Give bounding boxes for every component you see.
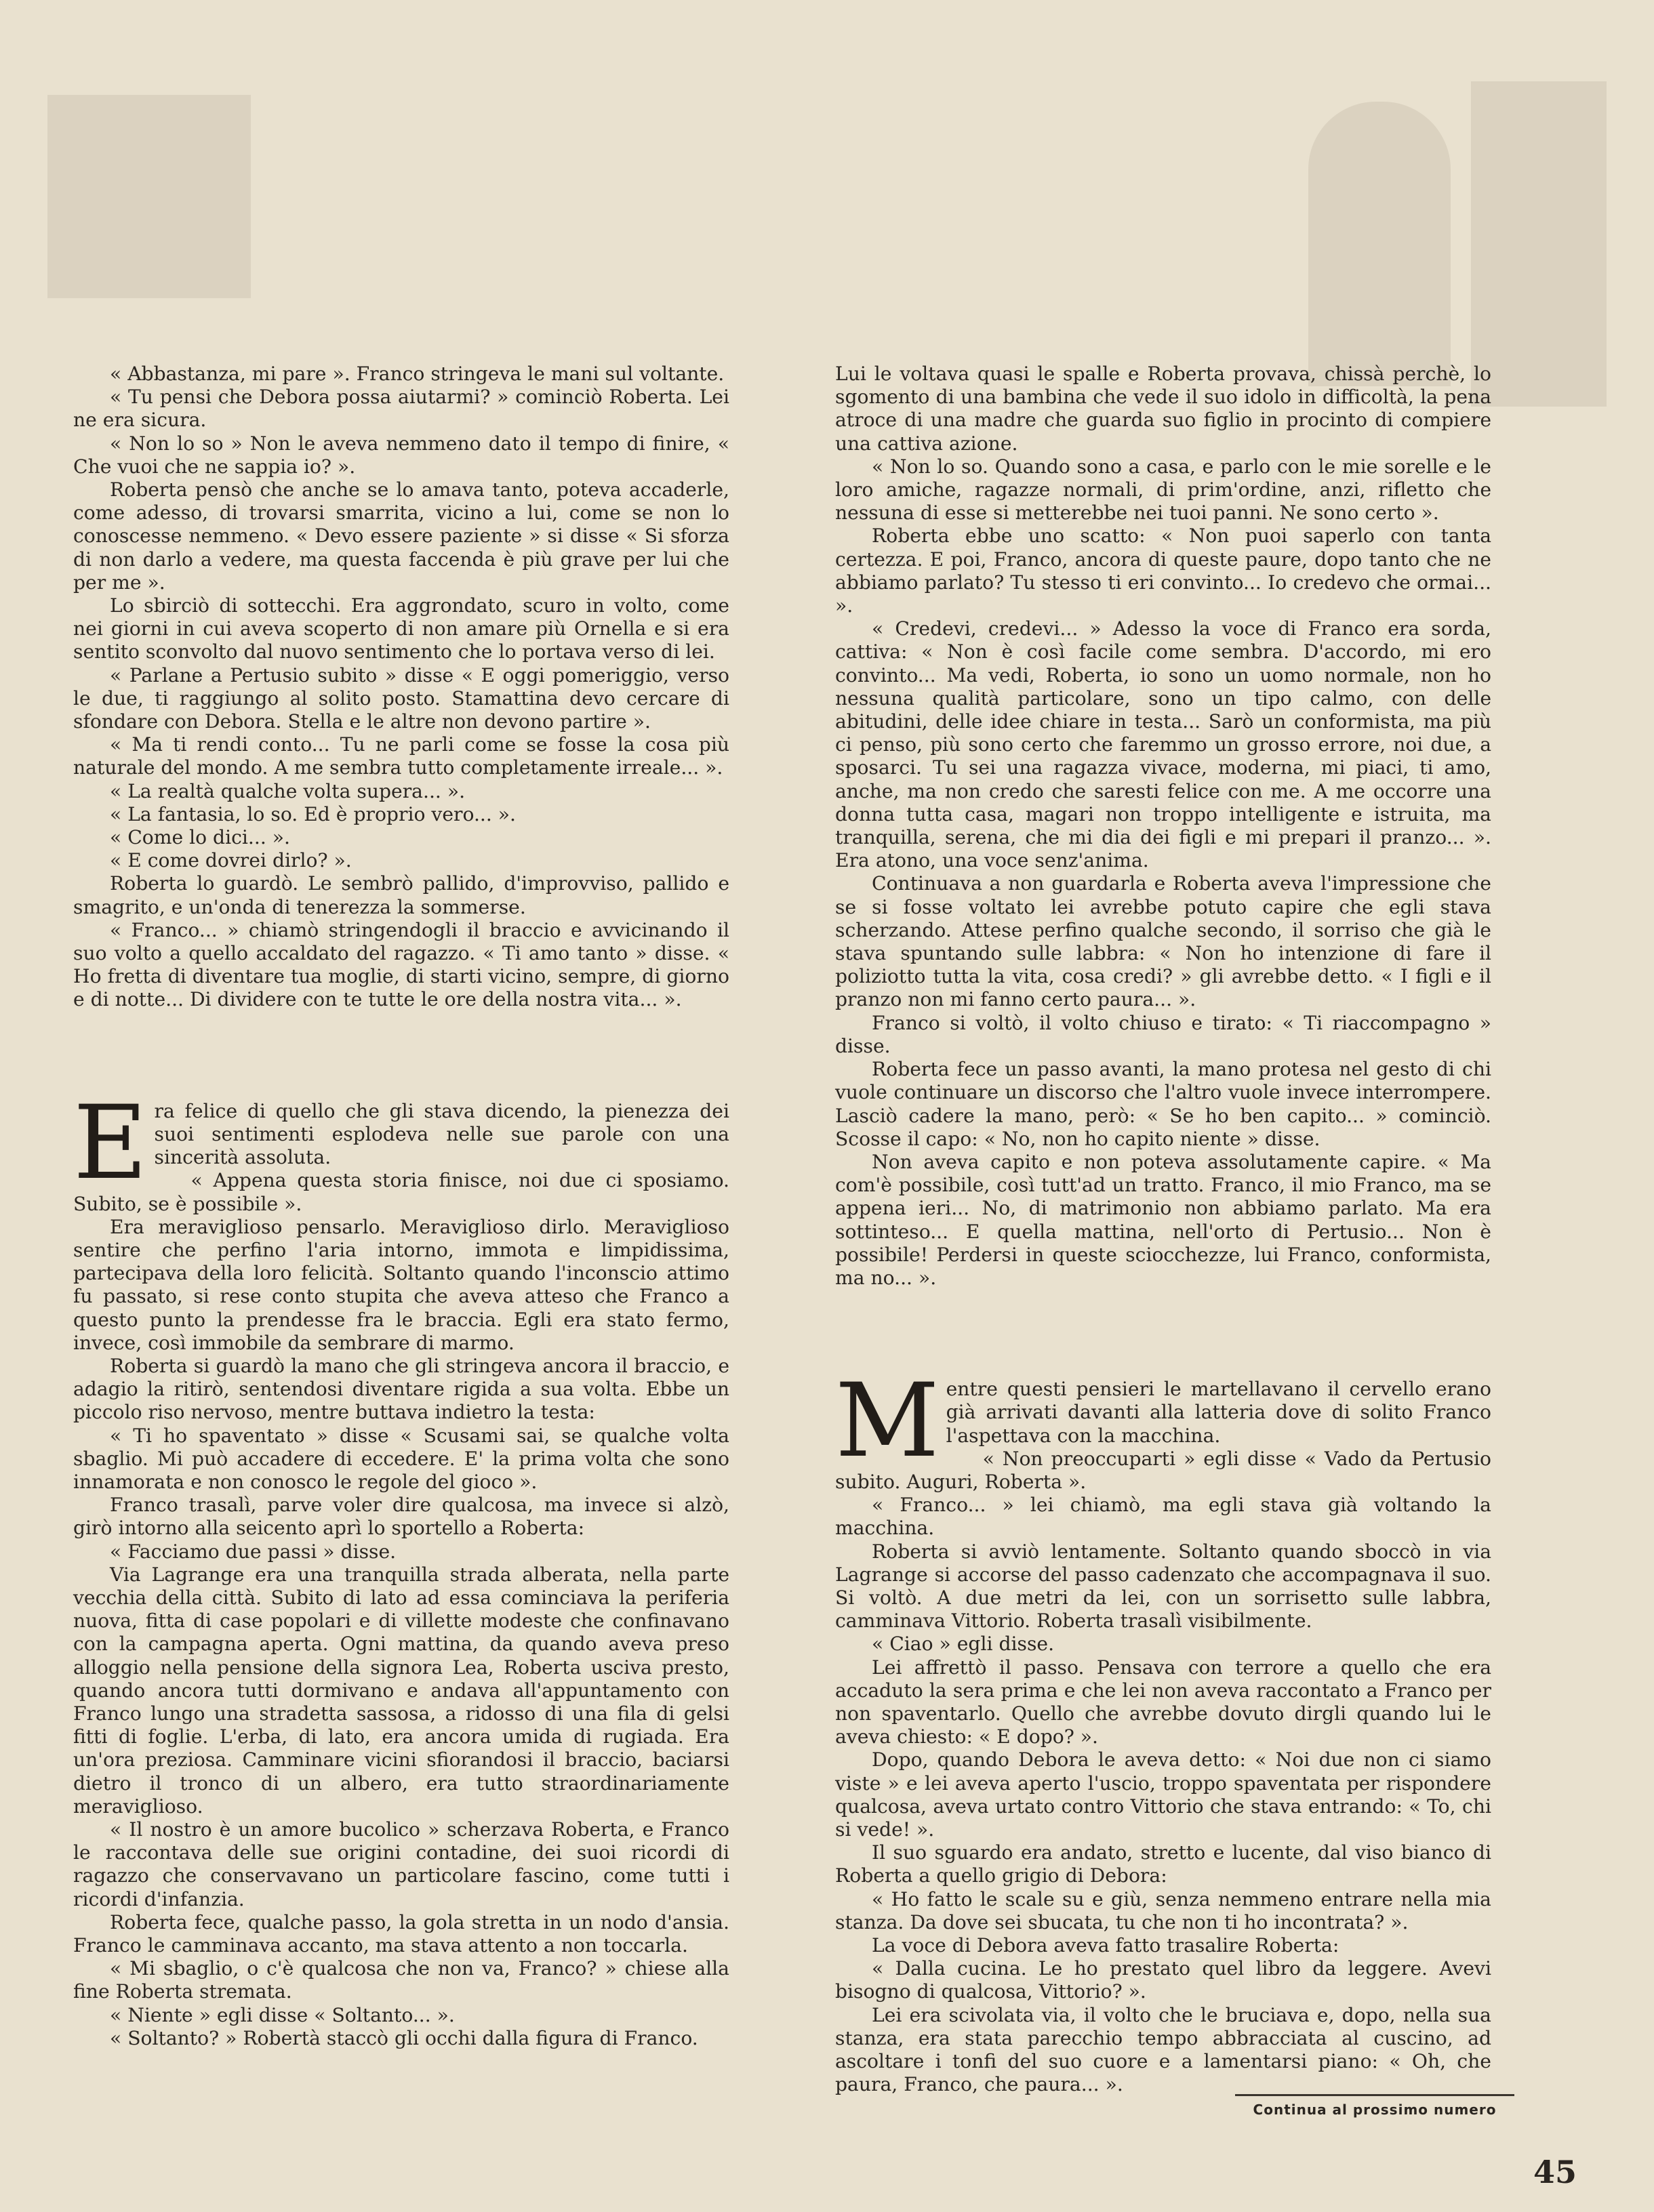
paragraph: Roberta si guardò la mano che gli stringeva ancora il braccio, e adagio la ritirò, sentendosi diventare rigida a sua volta. Ebbe un piccolo riso nervoso, mentre buttava indietro la testa: [73, 1354, 729, 1424]
continued-note: Continua al prossimo numero [1235, 2094, 1514, 2118]
paragraph: « Dalla cucina. Le ho prestato quel libro da leggere. Avevi bisogno di qualcosa, Vittorio? ». [835, 1957, 1491, 2003]
paragraph: Roberta fece un passo avanti, la mano protesa nel gesto di chi vuole continuare un discorso che l'altro vuole invece interrompere. Lasciò cadere la mano, però: « Se ho ben capito... » cominciò. Scosse il capo: « No, non ho capito niente » disse. [835, 1058, 1491, 1150]
paragraph: « Ciao » egli disse. [872, 1633, 1055, 1656]
right-paragraphs-after-dropcap [835, 1448, 1491, 2097]
paragraph: Il suo sguardo era andato, stretto e lucente, dal viso bianco di Roberta a quello grigio di Debora: [835, 1841, 1491, 1887]
section-break-left [73, 1012, 729, 1100]
paragraph: « Parlane a Pertusio subito » disse « E oggi pomeriggio, verso le due, ti raggiungo al solito posto. Stamattina devo cercare di sfondare con Debora. Stella e le altre non devono partire ». [73, 663, 729, 733]
paragraph: « Non lo so. Quando sono a casa, e parlo con le mie sorelle e le loro amiche, ragazze normali, di prim'ordine, anzi, rifletto che nessuna di esse si metterebbe nei tuoi panni. Ne sono certo ». [835, 455, 1491, 525]
paragraph: Lei era scivolata via, il volto che le bruciava e, dopo, nella sua stanza, era stata parecchio tempo abbracciata al cuscino, ad ascoltare i tonfi del suo cuore e a lamentarsi piano: « Oh, che paura, Franco, che paura... ». [835, 2003, 1491, 2096]
paragraph: « Mi sbaglio, o c'è qualcosa che non va, Franco? » chiese alla fine Roberta stremata. [73, 1957, 729, 2003]
paragraph: « Abbastanza, mi pare ». Franco stringeva le mani sul voltante. [110, 363, 725, 385]
paragraph: Roberta fece, qualche passo, la gola stretta in un nodo d'ansia. Franco le camminava accanto, ma stava attento a non toccarla. [73, 1910, 729, 1957]
left-text-column [73, 363, 729, 2050]
left-dropcap-text: ra felice di quello che gli stava dicendo, la pienezza dei suoi sentimenti esplodeva nelle sue parole con una sincerità assoluta. [154, 1099, 729, 1169]
paragraph: Roberta ebbe uno scatto: « Non puoi saperlo con tanta certezza. E poi, Franco, ancora di queste paure, dopo tanto che ne abbiamo parlato? Tu stesso ti eri convinto... Io credevo che ormai... ». [835, 525, 1491, 617]
show-through-block-left [47, 95, 251, 298]
paragraph: La voce di Debora aveva fatto trasalire Roberta: [872, 1934, 1339, 1957]
paragraph: Franco si voltò, il volto chiuso e tirato: « Ti riaccompagno » disse. [835, 1011, 1491, 1057]
paragraph: « Soltanto? » Robertà staccò gli occhi dalla figura di Franco. [110, 2026, 698, 2049]
paragraph: Continuava a non guardarla e Roberta aveva l'impressione che se si fosse voltato lei avrebbe potuto capire che egli stava scherzando. Attese perfino qualche secondo, il sorriso che già le stava spuntando sulle labbra: « Non ho intenzione di fare il poliziotto tutta la vita, cosa credi? » gli avrebbe detto. « I figli e il pranzo non mi fanno certo paura... ». [835, 872, 1491, 1011]
dropcap-m: M [835, 1362, 940, 1481]
left-paragraphs-before-break [73, 363, 729, 1012]
right-first-paragraph: Lui le voltava quasi le spalle e Roberta provava, chissà perchè, lo sgomento di una bambina che vede il suo idolo in difficoltà, la pena atroce di una madre che guarda suo figlio in procinto di compiere una cattiva azione. [835, 363, 1491, 455]
paragraph: Lo sbirciò di sottecchi. Era aggrondato, scuro in volto, come nei giorni in cui aveva scoperto di non amare più Ornella e si era sentito sconvolto dal nuovo sentimento che lo portava verso di lei. [73, 594, 729, 663]
page-number: 45 [1533, 2154, 1577, 2190]
right-dropcap-text: entre questi pensieri le martellavano il cervello erano già arrivati davanti alla latteria dove di solito Franco l'aspettava con la macchina. [946, 1378, 1491, 1447]
paragraph: Franco trasalì, parve voler dire qualcosa, ma invece si alzò, girò intorno alla seicento aprì lo sportello a Roberta: [73, 1494, 729, 1540]
right-text-column [835, 363, 1491, 2096]
paragraph: Dopo, quando Debora le aveva detto: « Noi due non ci siamo viste » e lei aveva aperto l'uscio, troppo spaventata per rispondere qualcosa, aveva urtato contro Vittorio che stava entrando: « To, chi si vede! ». [835, 1748, 1491, 1841]
paragraph: Era meraviglioso pensarlo. Meraviglioso dirlo. Meraviglioso sentire che perfino l'aria intorno, immota e limpidissima, partecipava della loro felicità. Soltanto quando l'inconscio attimo fu passato, si rese conto stupita che aveva atteso che Franco a questo punto la prendesse fra le braccia. Egli era stato fermo, invece, così immobile da sembrare di marmo. [73, 1215, 729, 1354]
paragraph: « E come dovrei dirlo? ». [110, 849, 352, 872]
left-paragraphs-after-dropcap [73, 1169, 729, 2050]
paragraph: « Franco... » lei chiamò, ma egli stava già voltando la macchina. [835, 1494, 1491, 1540]
paragraph: « Appena questa storia finisce, noi due ci sposiamo. Subito, se è possibile ». [73, 1169, 729, 1215]
dropcap-e: E [73, 1084, 148, 1202]
paragraph: « La fantasia, lo so. Ed è proprio vero... ». [110, 802, 516, 825]
paragraph: « Franco... » chiamò stringendogli il braccio e avvicinando il suo volto a quello accaldato del ragazzo. « Ti amo tanto » disse. « Ho fretta di diventare tua moglie, di starti vicino, sempre, di giorno e di notte... Di dividere con te tutte le ore della nostra vita... ». [73, 918, 729, 1011]
paragraph: Roberta pensò che anche se lo amava tanto, poteva accaderle, come adesso, di trovarsi smarrita, vicino a lui, come se non lo conoscesse nemmeno. « Devo essere paziente » si disse « Si sforza di non darlo a vedere, ma questa faccenda è più grave per lui che per me ». [73, 478, 729, 594]
paragraph: Lei affrettò il passo. Pensava con terrore a quello che era accaduto la sera prima e che lei non aveva raccontato a Franco per non spaventarlo. Quello che avrebbe dovuto dirgli quando lui le aveva chiesto: « E dopo? ». [835, 1656, 1491, 1748]
paragraph: « Facciamo due passi » disse. [110, 1540, 397, 1563]
paragraph: « La realtà qualche volta supera... ». [110, 779, 466, 802]
show-through-bar-right [1471, 81, 1607, 407]
paragraph: « Credevi, credevi... » Adesso la voce di Franco era sorda, cattiva: « Non è così facile come sembra. D'accordo, mi ero convinto... Ma vedi, Roberta, io sono un uomo normale, non ho nessuna qualità particolare, sono un tipo calmo, con delle abitudini, delle idee chiare in testa... Sarò un conformista, ma più ci penso, più sono certo che faremmo un grosso errore, noi due, a sposarci. Tu sei una ragazza vivace, moderna, mi piaci, ti amo, anche, ma non credo che saresti felice con me. A me occorre una donna tutta casa, magari non troppo intelligente e istruita, ma tranquilla, serena, che mi dia dei figli e mi prepari il pranzo... ». Era atono, una voce senz'anima. [835, 617, 1491, 872]
paragraph: « Tu pensi che Debora possa aiutarmi? » cominciò Roberta. Lei ne era sicura. [73, 386, 729, 432]
paragraph: Roberta si avviò lentamente. Soltanto quando sboccò in via Lagrange si accorse del passo cadenzato che accompagnava il suo. Si voltò. A due metri da lei, con un sorrisetto sulle labbra, camminava Vittorio. Roberta trasalì visibilmente. [835, 1540, 1491, 1633]
paragraph: Via Lagrange era una tranquilla strada alberata, nella parte vecchia della città. Subito di lato ad essa cominciava la periferia nuova, fitta di case popolari e di villette modeste che confinavano con la campagna aperta. Ogni mattina, da quando aveva preso alloggio nella pensione della signora Lea, Roberta usciva presto, quando ancora tutti dormivano e andava all'appuntamento con Franco lungo una stradetta sassosa, a ridosso di una fila di gelsi fitti di foglie. L'erba, di lato, era ancora umida di rugiada. Era un'ora preziosa. Camminare vicini sfiorandosi il braccio, baciarsi dietro il tronco di un albero, era tutto straordinariamente meraviglioso. [73, 1563, 729, 1818]
show-through-letter-right [1308, 102, 1451, 386]
paragraph: « Ho fatto le scale su e giù, senza nemmeno entrare nella mia stanza. Da dove sei sbucata, tu che non ti ho incontrata? ». [835, 1887, 1491, 1933]
paragraph: « Niente » egli disse « Soltanto... ». [110, 2003, 455, 2026]
paragraph: « Il nostro è un amore bucolico » scherzava Roberta, e Franco le raccontava delle sue origini contadine, dei suoi ricordi di ragazzo che conservavano un particolare fascino, come tutti i ricordi d'infanzia. [73, 1818, 729, 1910]
paragraph: « Non preoccuparti » egli disse « Vado da Pertusio subito. Auguri, Roberta ». [835, 1447, 1491, 1493]
right-paragraphs-before-break [835, 455, 1491, 1290]
paragraph: Non aveva capito e non poteva assolutamente capire. « Ma com'è possibile, così tutt'ad un tratto. Franco, il mio Franco, ma se appena ieri... No, di matrimonio non abbiamo parlato. Ma era sottinteso... E quella mattina, nell'orto di Pertusio... Non è possibile! Perdersi in queste sciocchezze, lui Franco, conformista, ma no... ». [835, 1150, 1491, 1289]
paragraph: « Ma ti rendi conto... Tu ne parli come se fosse la cosa più naturale del mondo. A me sembra tutto completamente irreale... ». [73, 733, 729, 779]
paragraph: « Non lo so » Non le aveva nemmeno dato il tempo di finire, « Che vuoi che ne sappia io? ». [73, 432, 729, 478]
paragraph: Roberta lo guardò. Le sembrò pallido, d'improvviso, pallido e smagrito, e un'onda di tenerezza la sommerse. [73, 872, 729, 918]
paragraph: « Come lo dici... ». [110, 826, 290, 849]
paragraph: « Ti ho spaventato » disse « Scusami sai, se qualche volta sbaglio. Mi può accadere di eccedere. E' la prima volta che sono innamorata e non conosco le regole del gioco ». [73, 1424, 729, 1493]
